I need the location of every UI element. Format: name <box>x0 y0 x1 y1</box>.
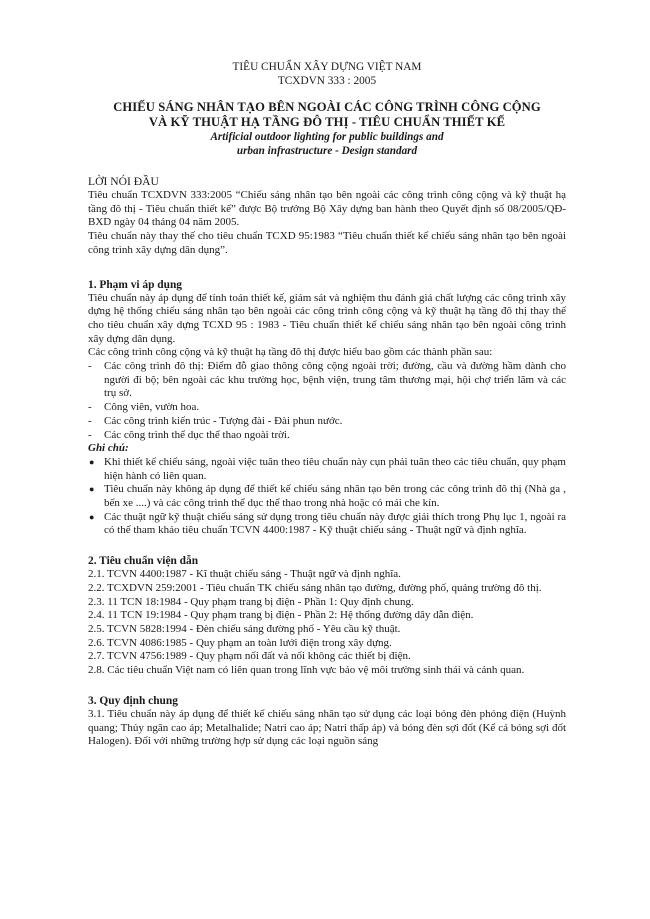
note-label: Ghi chú: <box>88 442 129 455</box>
reference-item: 2.3. 11 TCN 18:1984 - Quy phạm trang bị điện - Phần 1: Quy định chung. <box>88 595 414 608</box>
list-item: ● Tiêu chuẩn này không áp dụng để thiết kế chiếu sáng nhân tạo bên trong các công trình đô thị (Nhà ga , bến xe ....) và các công trình thể dục thể thao trong nhà hoặc có mái che kín. <box>89 483 566 510</box>
foreword-paragraph-2: Tiêu chuẩn này thay thế cho tiêu chuẩn TCXD 95:1983 “Tiêu chuẩn thiết kế chiếu sáng nhân tạo bên ngoài công trình xây dựng dân dụng”. <box>88 230 566 256</box>
standard-code: TCXDVN 333 : 2005 <box>277 75 377 87</box>
list-item: - Công viên, vườn hoa. <box>88 401 200 414</box>
section-3-heading: 3. Quy định chung <box>88 694 178 707</box>
bullet-icon: ● <box>89 511 95 522</box>
section-3-paragraph-1: 3.1. Tiêu chuẩn này áp dụng để thiết kế chiếu sáng nhân tạo sử dụng các loại bóng đèn phóng điện (Huỳnh quang; Thủy ngân cao áp; Metalhalide; Natri cao áp; Natri thấp áp) và bóng đèn sợi đốt (Kể cả bóng sợi đốt Halogen). Đối với những trường hợp sử dụng các loại nguồn sáng <box>88 707 566 748</box>
foreword-paragraph-1: Tiêu chuẩn TCXDVN 333:2005 “Chiếu sáng nhân tạo bên ngoài các công trình công cộng và kỹ thuật hạ tầng đô thị - Tiêu chuẩn thiết kế” được Bộ trưởng Bộ Xây dựng ban hành theo Quyết định số 08/2005/QĐ-BXD ngày 04 tháng 04 năm 2005. <box>88 189 566 229</box>
list-item: ● Các thuật ngữ kỹ thuật chiếu sáng sử dụng trong tiêu chuẩn này được giải thích trong Phụ lục 1, ngoài ra có thể tham khảo tiêu chuẩn TCVN 4400:1987 - Kỹ thuật chiếu sáng - Thuật ngữ và định nghĩa. <box>89 510 566 537</box>
foreword-heading: LỜI NÓI ĐẦU <box>88 175 159 188</box>
document-title-line2: VÀ KỸ THUẬT HẠ TẦNG ĐÔ THỊ - TIÊU CHUẨN THIẾT KẾ <box>148 115 506 129</box>
section-1-paragraph-1: Tiêu chuẩn này áp dụng để tính toán thiết kế, giám sát và nghiệm thu đánh giá chất lượng các công trình xây dựng hệ thống chiếu sáng nhân tạo bên ngoài các công trình công cộng và kỹ thuật hạ tầng đô thị thay thế cho tiêu chuẩn xây dựng TCXD 95 : 1983 - Tiêu chuẩn thiết kế chiếu sáng nhân tạo bên ngoài công trình xây dựng dân dụng. <box>88 291 566 345</box>
standard-header: TIÊU CHUẨN XÂY DỰNG VIỆT NAM <box>232 61 422 73</box>
list-item: - Các công trình kiến trúc - Tượng đài - Đài phun nước. <box>88 414 343 427</box>
reference-item: 2.1. TCVN 4400:1987 - Kĩ thuật chiếu sáng - Thuật ngữ và định nghĩa. <box>88 568 401 581</box>
reference-item: 2.6. TCVN 4086:1985 - Quy phạm an toàn lưới điện trong xây dựng. <box>88 636 392 649</box>
section-1-heading: 1. Phạm vi áp dụng <box>88 278 183 291</box>
reference-item: 2.5. TCVN 5828:1994 - Đèn chiếu sáng đường phố - Yêu cầu kỹ thuật. <box>88 622 401 635</box>
bullet-icon: ● <box>89 484 95 495</box>
list-item: ● Khi thiết kế chiếu sáng, ngoài việc tuân theo tiêu chuẩn này cụn phải tuân theo các tiêu chuẩn, quy phạm hiện hành có liên quan. <box>89 455 566 482</box>
section-2-heading: 2. Tiêu chuẩn viện dẫn <box>88 555 199 568</box>
list-item: - Các công trình thể dục thể thao ngoài trời. <box>88 428 290 441</box>
section-1-paragraph-2: Các công trình công cộng và kỹ thuật hạ tầng đô thị được hiểu bao gồm các thành phần sau: <box>88 346 493 359</box>
english-title-line2: urban infrastructure - Design standard <box>236 145 418 157</box>
bullet-icon: ● <box>89 456 95 467</box>
document-body <box>88 60 566 749</box>
english-title-line1: Artificial outdoor lighting for public buildings and <box>210 131 444 143</box>
list-item: - Các công trình đô thị: Điểm đỗ giao thông công cộng ngoài trời; đường, cầu và đường hầm dành cho người đi bộ; bên ngoài các khu trường học, bệnh viện, trung tâm thương mại, hội chợ triển lãm và các trụ sở. <box>88 360 566 400</box>
reference-item: 2.2. TCXDVN 259:2001 - Tiêu chuẩn TK chiếu sáng nhân tạo đường, đường phố, quảng trường đô thị. <box>88 581 542 594</box>
reference-item: 2.4. 11 TCN 19:1984 - Quy phạm trang bị điện - Phần 2: Hệ thống đường dây dẫn điện. <box>88 609 474 622</box>
reference-item: 2.7. TCVN 4756:1989 - Quy phạm nối đất và nối không các thiết bị điện. <box>88 650 411 663</box>
reference-item: 2.8. Các tiêu chuẩn Việt nam có liên quan trong lĩnh vực bảo vệ môi trường sinh thái và cảnh quan. <box>88 664 525 677</box>
document-title-line1: CHIẾU SÁNG NHÂN TẠO BÊN NGOÀI CÁC CÔNG TRÌNH CÔNG CỘNG <box>113 100 541 114</box>
